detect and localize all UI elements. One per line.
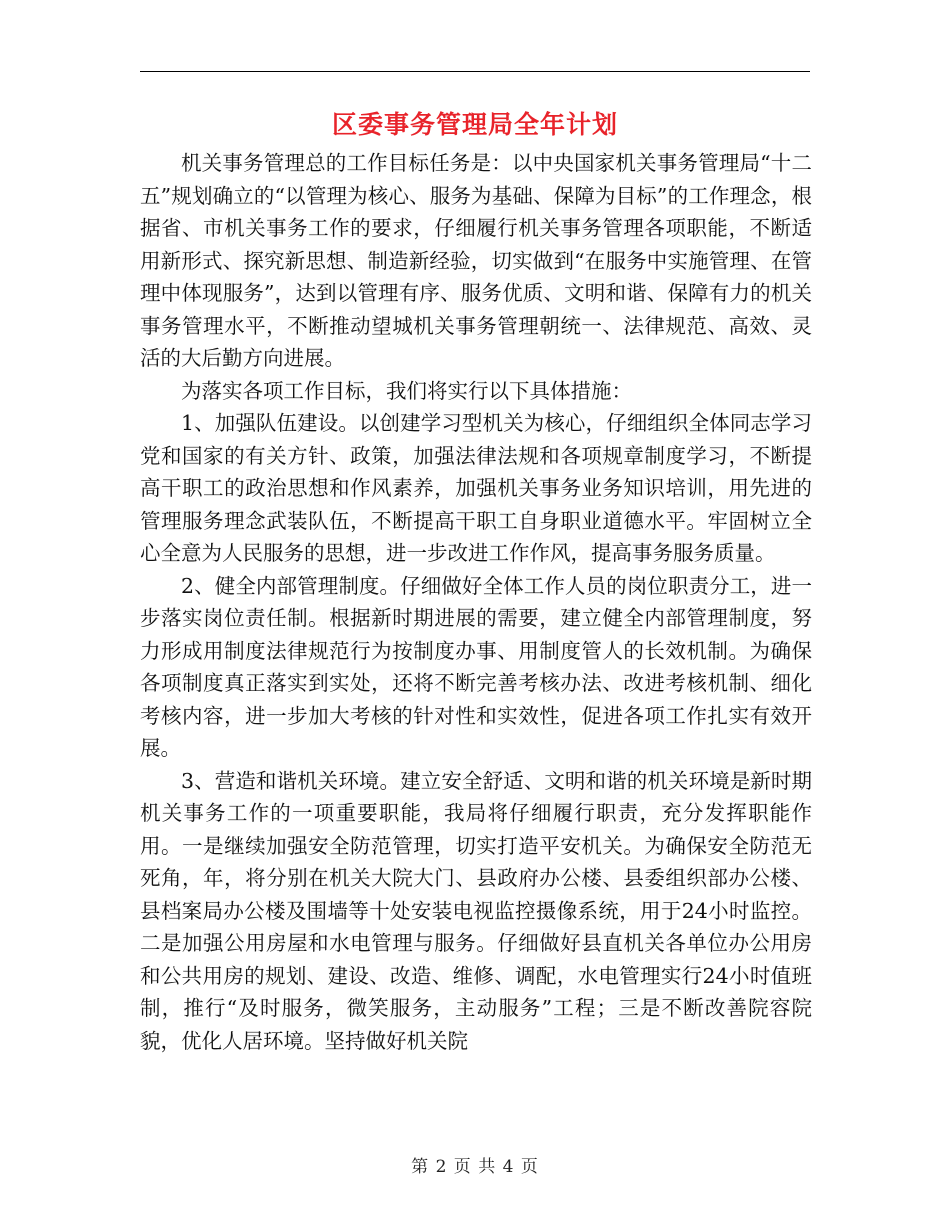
paragraph-item-2: 2、健全内部管理制度。仔细做好全体工作人员的岗位职责分工，进一步落实岗位责任制。根据新时期进展的需要，建立健全内部管理制度，努力形成用制度法律规范行为按制度办事、用制度管人的长效机制。为确保各项制度真正落实到实处，还将不断完善考核办法、改进考核机制、细化考核内容，进一步加大考核的针对性和实效性，促进各项工作扎实有效开展。	[140, 573, 812, 760]
page-number-footer: 第 2 页 共 4 页	[411, 1157, 539, 1177]
document-body	[140, 147, 812, 1057]
paragraph-measures-lead: 为落实各项工作目标，我们将实行以下具体措施：	[181, 378, 632, 403]
paragraph-item-3: 3、营造和谐机关环境。建立安全舒适、文明和谐的机关环境是新时期机关事务工作的一项重要职能，我局将仔细履行职责，充分发挥职能作用。一是继续加强安全防范管理，切实打造平安机关。为确保安全防范无死角，年，将分别在机关大院大门、县政府办公楼、县委组织部办公楼、县档案局办公楼及围墙等十处安装电视监控摄像系统，用于24小时监控。二是加强公用房屋和水电管理与服务。仔细做好县直机关各单位办公用房和公共用房的规划、建设、改造、维修、调配，水电管理实行24小时值班制，推行“及时服务，微笑服务，主动服务”工程；三是不断改善院容院貌，优化人居环境。坚持做好机关院	[140, 768, 812, 1053]
document-title: 区委事务管理局全年计划	[331, 110, 618, 139]
paragraph-item-1: 1、加强队伍建设。以创建学习型机关为核心，仔细组织全体同志学习党和国家的有关方针、政策，加强法律法规和各项规章制度学习，不断提高干职工的政治思想和作风素养，加强机关事务业务知识培训，用先进的管理服务理念武装队伍，不断提高干职工自身职业道德水平。牢固树立全心全意为人民服务的思想，进一步改进工作作风，提高事务服务质量。	[140, 411, 812, 565]
paragraph-intro: 机关事务管理总的工作目标任务是：以中央国家机关事务管理局“十二五”规划确立的“以管理为核心、服务为基础、保障为目标”的工作理念，根据省、市机关事务工作的要求，仔细履行机关事务管理各项职能，不断适用新形式、探究新思想、制造新经验，切实做到“在服务中实施管理、在管理中体现服务”，达到以管理有序、服务优质、文明和谐、保障有力的机关事务管理水平，不断推动望城机关事务管理朝统一、法律规范、高效、灵活的大后勤方向进展。	[140, 151, 812, 370]
header-rule	[140, 71, 810, 72]
